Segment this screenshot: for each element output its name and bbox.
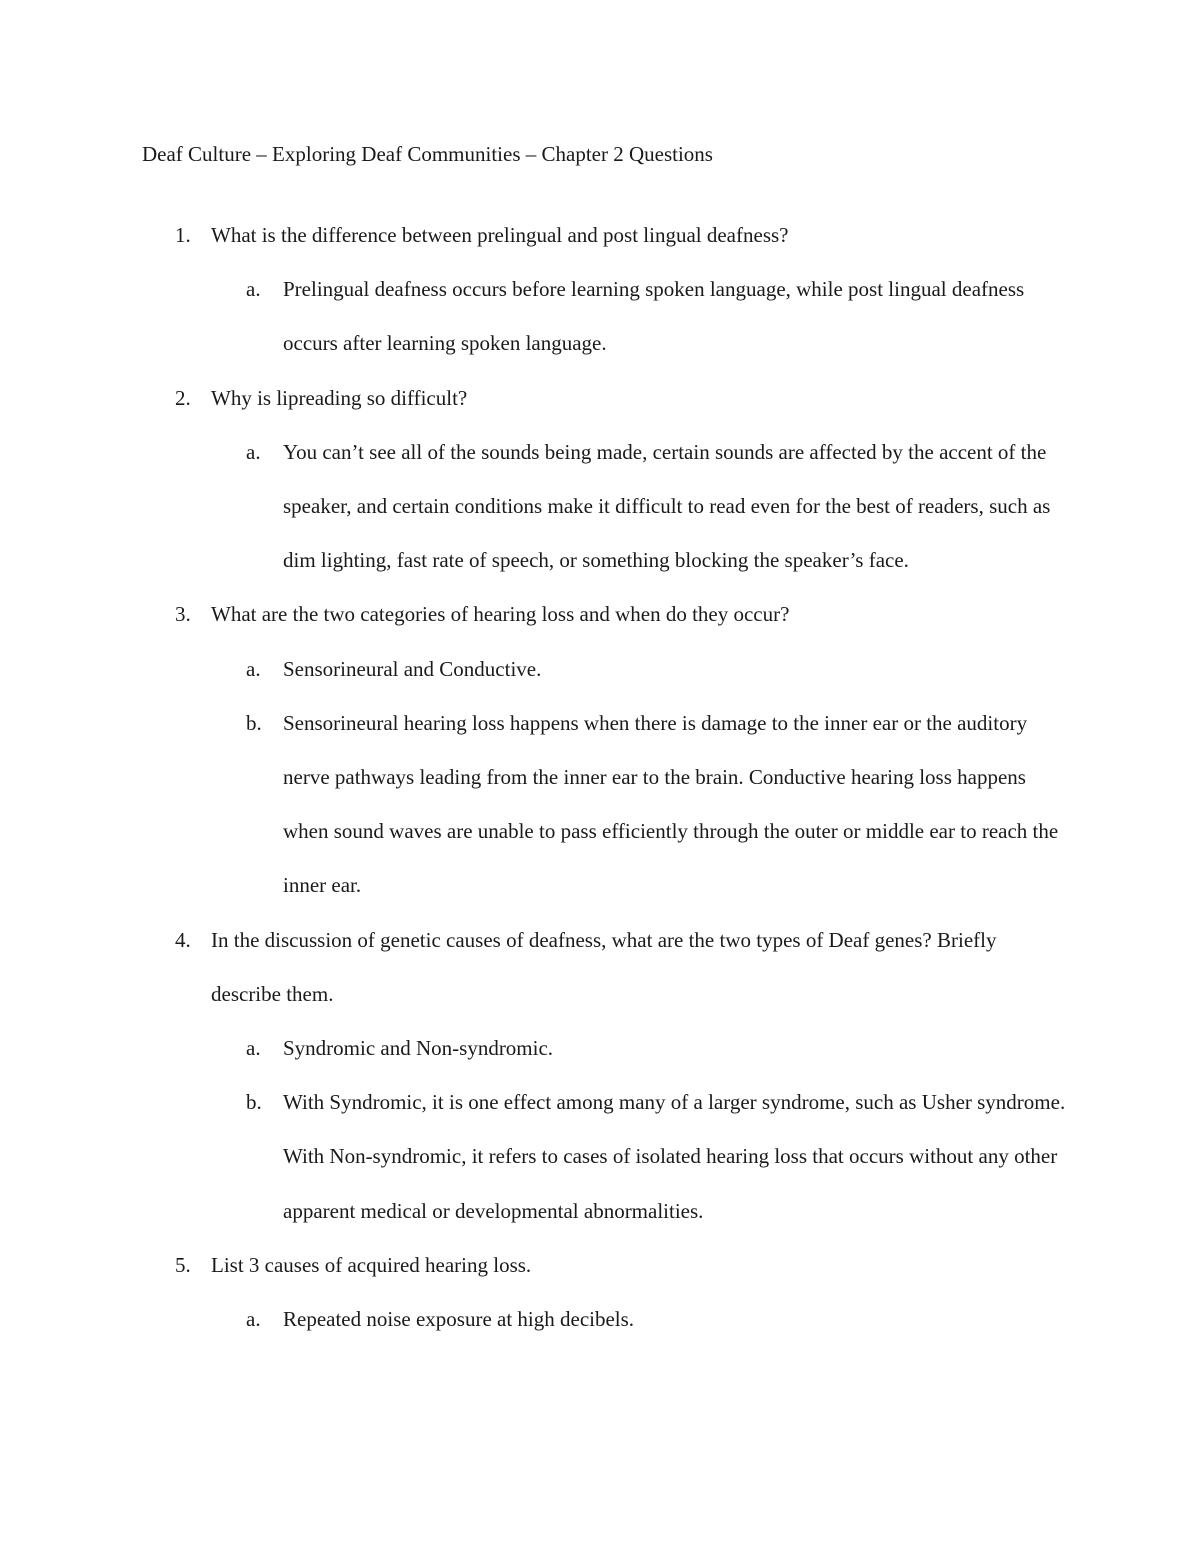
question-1 — [175, 208, 1071, 262]
answer-5a — [246, 1292, 1073, 1346]
question-text: What is the difference between prelingual and post lingual deafness? — [211, 223, 789, 247]
question-text: What are the two categories of hearing loss and when do they occur? — [211, 602, 790, 627]
question-text: List 3 causes of acquired hearing loss. — [211, 1252, 532, 1277]
document-title: Deaf Culture – Exploring Deaf Communities – Chapter 2 Questions — [142, 142, 713, 166]
question-text: Why is lipreading so difficult? — [211, 385, 468, 410]
answer-3b — [246, 696, 1073, 913]
question-number: 3. — [175, 602, 191, 627]
question-number: 2. — [175, 385, 191, 410]
question-list — [0, 208, 1200, 1346]
answer-letter: a. — [246, 1036, 261, 1061]
answer-text: Syndromic and Non-syndromic. — [283, 1036, 554, 1061]
answer-4b — [246, 1075, 1073, 1238]
answer-3a — [246, 642, 1073, 696]
answer-letter: a. — [246, 277, 261, 302]
question-2 — [175, 371, 1071, 425]
answer-text: You can’t see all of the sounds being made, certain sounds are affected by the accent of the speaker, and certain conditions make it difficult to read even for the best of readers, such as dim lighting, fast rate of speech, or something blocking the speaker’s face. — [283, 439, 1051, 573]
answer-letter: a. — [246, 656, 261, 681]
answer-text: Sensorineural hearing loss happens when there is damage to the inner ear or the auditory nerve pathways leading from the inner ear to the brain. Conductive hearing loss happens when sound waves are unable to pass efficiently through the outer or middle ear to reach the inner ear. — [283, 710, 1059, 898]
answer-2a — [246, 425, 1073, 588]
answer-letter: a. — [246, 1307, 261, 1332]
answer-letter: b. — [246, 1090, 262, 1115]
answer-text: Prelingual deafness occurs before learning spoken language, while post lingual deafness occurs after learning spoken language. — [283, 277, 1025, 356]
question-4 — [175, 913, 1071, 1021]
question-5 — [175, 1238, 1071, 1292]
answer-letter: a. — [246, 439, 261, 464]
question-number: 5. — [175, 1252, 191, 1277]
answer-4a — [246, 1021, 1073, 1075]
question-3 — [175, 587, 1071, 641]
answer-letter: b. — [246, 710, 262, 735]
question-text: In the discussion of genetic causes of deafness, what are the two types of Deaf genes? Briefly describe them. — [211, 927, 997, 1006]
answer-1a — [246, 262, 1073, 370]
answer-text: Sensorineural and Conductive. — [283, 656, 542, 681]
answer-text: With Syndromic, it is one effect among many of a larger syndrome, such as Usher syndrome. With Non-syndromic, it refers to cases of isolated hearing loss that occurs without any other apparent medical or developmental abnormalities. — [283, 1090, 1066, 1223]
question-number: 4. — [175, 927, 191, 952]
answer-text: Repeated noise exposure at high decibels. — [283, 1307, 635, 1332]
question-number: 1. — [175, 223, 191, 247]
